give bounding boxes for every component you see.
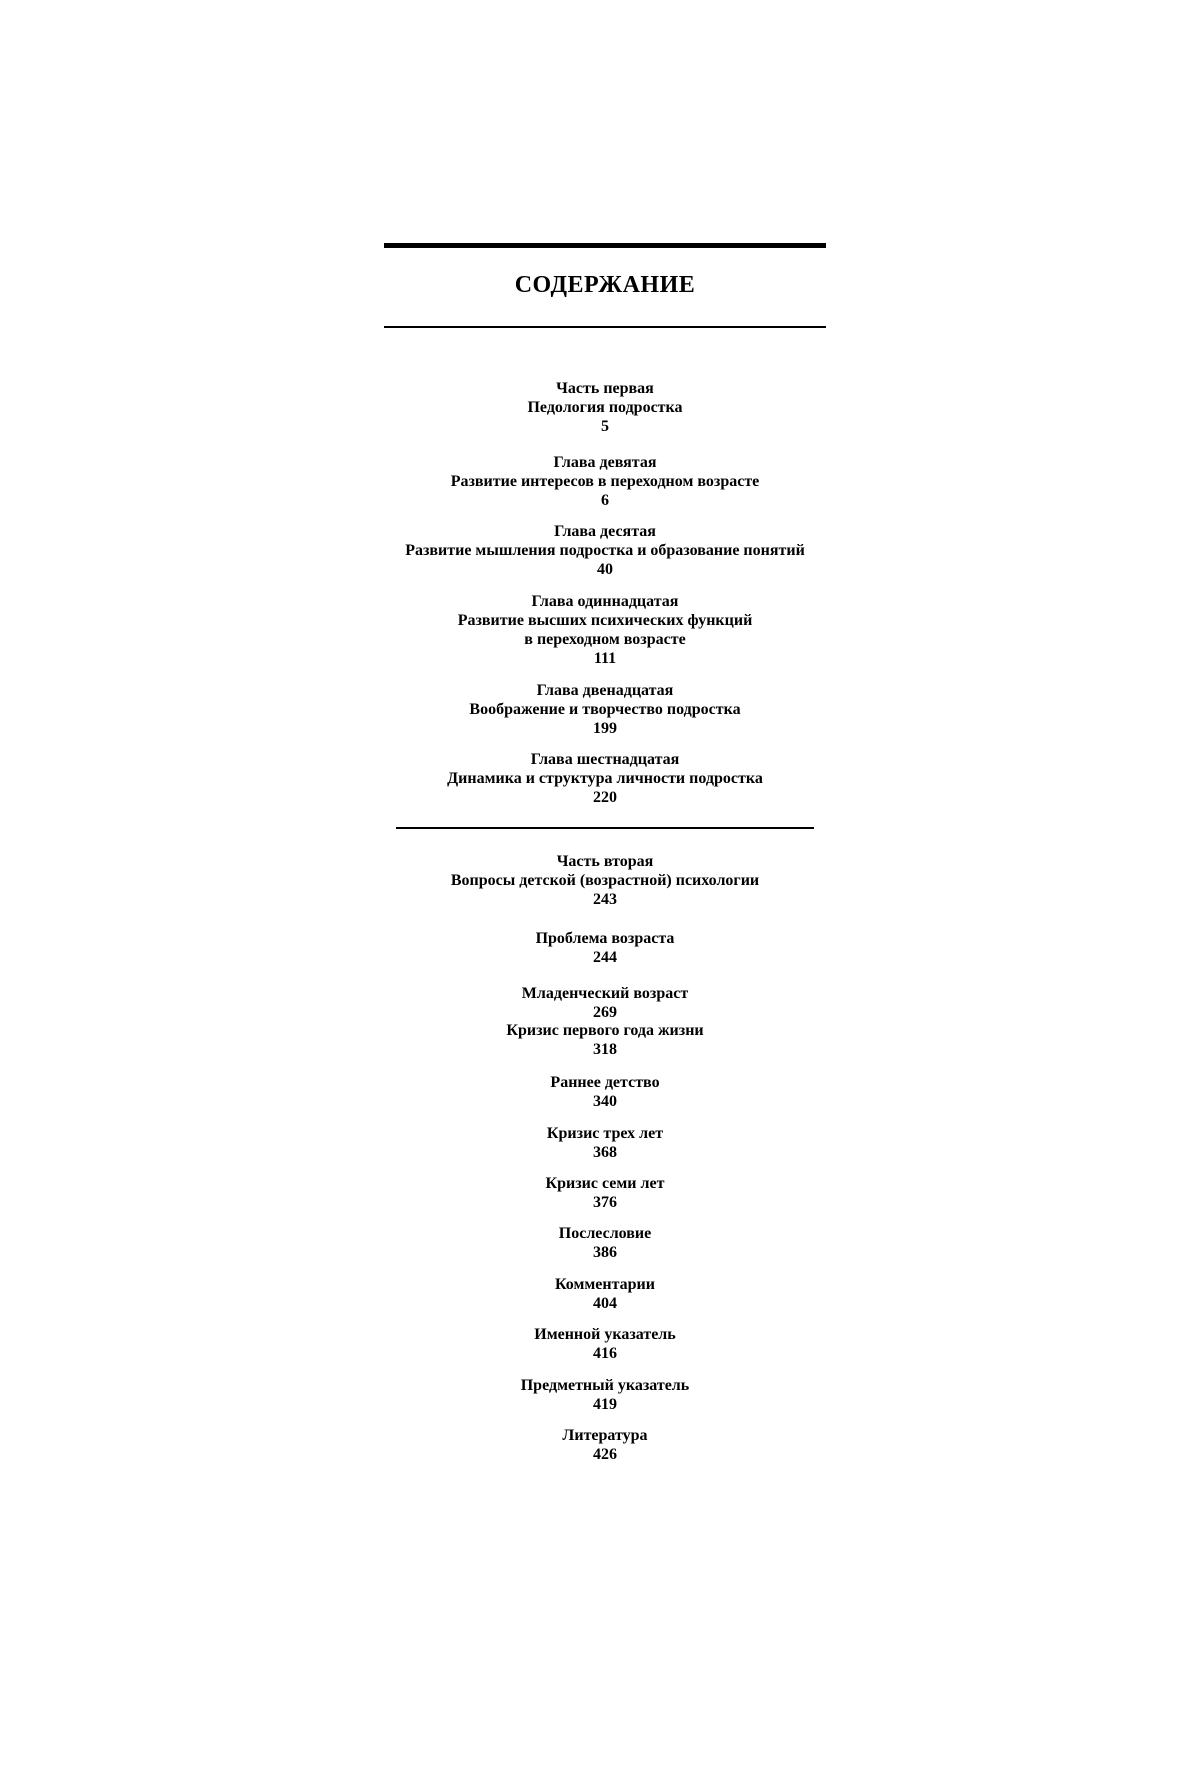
page-title: СОДЕРЖАНИЕ — [514, 272, 696, 298]
chapter-label: Глава одиннадцатая — [531, 593, 679, 610]
entry-page: 244 — [593, 949, 617, 966]
entry-title: Послесловие — [558, 1225, 652, 1242]
chapter-label: Глава десятая — [554, 523, 656, 540]
chapter-page: 6 — [601, 492, 609, 509]
entry-title: Предметный указатель — [520, 1377, 690, 1394]
entry-title: Раннее детство — [550, 1074, 660, 1091]
entry-page: 404 — [593, 1295, 617, 1312]
entry-title: Литература — [562, 1427, 648, 1444]
toc-entry[interactable] — [0, 984, 1200, 1022]
toc-entry[interactable] — [0, 1325, 1200, 1363]
chapter-title: Динамика и структура личности подростка — [447, 770, 763, 787]
entry-title: Проблема возраста — [535, 930, 675, 947]
toc-entry[interactable] — [0, 1275, 1200, 1313]
toc-entry[interactable] — [0, 453, 1200, 510]
entry-page: 368 — [593, 1144, 617, 1161]
title-underline — [384, 326, 826, 328]
entry-page: 386 — [593, 1244, 617, 1261]
chapter-label: Глава девятая — [553, 454, 657, 471]
chapter-page: 199 — [593, 720, 617, 737]
part1-header — [0, 379, 1200, 436]
toc-entry[interactable] — [0, 1224, 1200, 1262]
section-divider — [396, 827, 814, 829]
chapter-label: Глава двенадцатая — [536, 682, 674, 699]
toc-entry[interactable] — [0, 1376, 1200, 1414]
entry-title: Младенческий возраст — [521, 985, 689, 1002]
toc-entry[interactable] — [0, 592, 1200, 668]
top-rule — [384, 243, 826, 248]
part2-page: 243 — [593, 891, 617, 908]
chapter-page: 40 — [597, 561, 613, 578]
entry-title: Комментарии — [554, 1276, 655, 1293]
toc-entry[interactable] — [0, 1426, 1200, 1464]
chapter-title: Воображение и творчество подростка — [469, 701, 741, 718]
entry-page: 318 — [593, 1041, 617, 1058]
part1-heading: Часть первая — [556, 380, 654, 397]
entry-page: 340 — [593, 1093, 617, 1110]
entry-page: 376 — [593, 1194, 617, 1211]
chapter-label: Глава шестнадцатая — [530, 751, 680, 768]
entry-page: 419 — [593, 1396, 617, 1413]
toc-entry[interactable] — [0, 750, 1200, 807]
toc-entry[interactable] — [0, 1174, 1200, 1212]
toc-entry[interactable] — [0, 1124, 1200, 1162]
chapter-title: Развитие интересов в переходном возрасте — [450, 473, 760, 490]
entry-title: Кризис первого года жизни — [506, 1022, 704, 1039]
part2-header — [0, 852, 1200, 909]
part2-heading: Часть вторая — [556, 853, 654, 870]
toc-entry[interactable] — [0, 929, 1200, 967]
chapter-title: Развитие высших психических функций — [457, 612, 753, 629]
chapter-title: Развитие мышления подростка и образование понятий — [405, 542, 805, 559]
entry-page: 269 — [593, 1004, 617, 1021]
toc-entry[interactable] — [0, 522, 1200, 579]
part1-subtitle: Педология подростка — [527, 399, 683, 416]
toc-entry[interactable] — [0, 1021, 1200, 1059]
chapter-page: 111 — [593, 650, 617, 667]
part2-subtitle: Вопросы детской (возрастной) психологии — [450, 872, 760, 889]
entry-title: Кризис семи лет — [545, 1175, 665, 1192]
part1-page: 5 — [601, 418, 609, 435]
toc-entry[interactable] — [0, 1073, 1200, 1111]
entry-title: Кризис трех лет — [546, 1125, 664, 1142]
entry-title: Именной указатель — [534, 1326, 676, 1343]
toc-entry[interactable] — [0, 681, 1200, 738]
entry-page: 416 — [593, 1345, 617, 1362]
entry-page: 426 — [593, 1446, 617, 1463]
chapter-page: 220 — [593, 789, 617, 806]
chapter-title: в переходном возрасте — [524, 631, 686, 648]
